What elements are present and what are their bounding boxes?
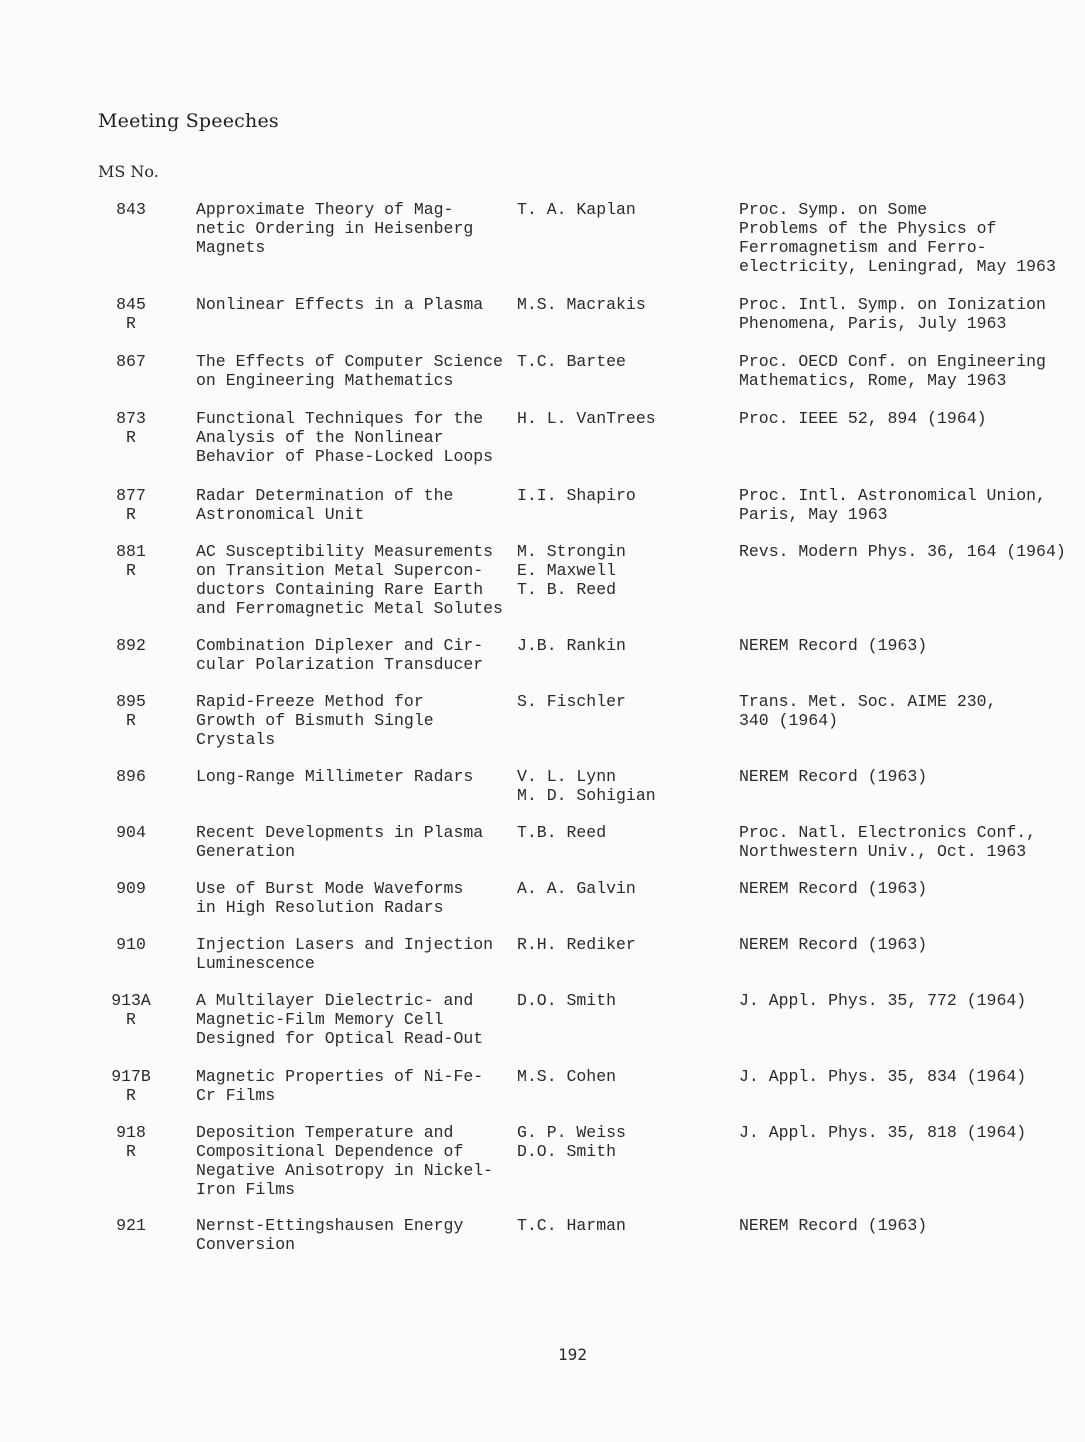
speech-title-line: Crystals xyxy=(196,730,276,749)
ms-number-line: 845 xyxy=(116,295,146,314)
ms-number-line: 910 xyxy=(116,935,146,954)
speech-title xyxy=(196,352,516,390)
speech-title xyxy=(196,636,516,674)
speech-authors xyxy=(517,692,727,711)
ms-number-line: 918 xyxy=(116,1123,146,1142)
speech-authors xyxy=(517,879,727,898)
speech-title-line: netic Ordering in Heisenberg xyxy=(196,219,474,238)
publication-reference-line: NEREM Record (1963) xyxy=(739,935,928,954)
speech-title-line: Analysis of the Nonlinear xyxy=(196,428,444,447)
publication-reference-line: NEREM Record (1963) xyxy=(739,767,928,786)
speech-title-line: Recent Developments in Plasma xyxy=(196,823,484,842)
speech-authors-line: T.C. Bartee xyxy=(517,352,626,371)
speech-authors-line: M. D. Sohigian xyxy=(517,786,656,805)
ms-number-line: R xyxy=(126,505,136,524)
ms-number xyxy=(96,486,166,524)
speech-title xyxy=(196,823,516,861)
speech-title-line: Conversion xyxy=(196,1235,296,1254)
speech-authors-line: M.S. Cohen xyxy=(517,1067,617,1086)
publication-reference xyxy=(739,1216,1079,1235)
ms-number-line: R xyxy=(126,1010,136,1029)
ms-number-line: R xyxy=(126,428,136,447)
ms-number xyxy=(96,991,166,1029)
publication-reference-line: Proc. OECD Conf. on Engineering xyxy=(739,352,1046,371)
ms-number xyxy=(96,1216,166,1235)
ms-number-line: R xyxy=(126,1086,136,1105)
speech-title-line: on Engineering Mathematics xyxy=(196,371,454,390)
ms-number xyxy=(96,823,166,842)
publication-reference-line: Mathematics, Rome, May 1963 xyxy=(739,371,1007,390)
section-title: Meeting Speeches xyxy=(98,110,279,132)
speech-title xyxy=(196,692,516,749)
publication-reference-line: NEREM Record (1963) xyxy=(739,879,928,898)
speech-title-line: Combination Diplexer and Cir- xyxy=(196,636,484,655)
speech-authors-line: I.I. Shapiro xyxy=(517,486,636,505)
ms-number-line: 896 xyxy=(116,767,146,786)
ms-number-line: 873 xyxy=(116,409,146,428)
speech-authors-line: M. Strongin xyxy=(517,542,626,561)
speech-authors xyxy=(517,823,727,842)
publication-reference-line: Proc. Natl. Electronics Conf., xyxy=(739,823,1037,842)
speech-authors-line: G. P. Weiss xyxy=(517,1123,626,1142)
ms-number xyxy=(96,636,166,655)
publication-reference-line: Proc. Intl. Symp. on Ionization xyxy=(739,295,1046,314)
ms-number xyxy=(96,352,166,371)
publication-reference-line: Problems of the Physics of xyxy=(739,219,997,238)
speech-title-line: Negative Anisotropy in Nickel- xyxy=(196,1161,494,1180)
publication-reference-line: Northwestern Univ., Oct. 1963 xyxy=(739,842,1027,861)
ms-number xyxy=(96,1067,166,1105)
speech-authors-line: T. B. Reed xyxy=(517,580,617,599)
publication-reference xyxy=(739,692,1079,730)
ms-number-line: 881 xyxy=(116,542,146,561)
speech-title-line: Magnets xyxy=(196,238,266,257)
ms-number-line: 877 xyxy=(116,486,146,505)
speech-title xyxy=(196,1067,516,1105)
speech-title-line: Magnetic Properties of Ni-Fe- xyxy=(196,1067,484,1086)
speech-authors-line: J.B. Rankin xyxy=(517,636,626,655)
ms-number-line: 909 xyxy=(116,879,146,898)
speech-title-line: Luminescence xyxy=(196,954,315,973)
ms-number xyxy=(96,935,166,954)
publication-reference-line: Proc. IEEE 52, 894 (1964) xyxy=(739,409,987,428)
speech-authors xyxy=(517,1067,727,1086)
speech-title-line: Iron Films xyxy=(196,1180,296,1199)
publication-reference-line: Proc. Intl. Astronomical Union, xyxy=(739,486,1046,505)
ms-number-line: 843 xyxy=(116,200,146,219)
publication-reference xyxy=(739,1123,1079,1142)
speech-title-line: ductors Containing Rare Earth xyxy=(196,580,484,599)
speech-title xyxy=(196,935,516,973)
speech-title-line: Rapid-Freeze Method for xyxy=(196,692,424,711)
ms-number-line: 917B xyxy=(111,1067,151,1086)
speech-title xyxy=(196,767,516,786)
publication-reference xyxy=(739,352,1079,390)
publication-reference-line: Ferromagnetism and Ferro- xyxy=(739,238,987,257)
publication-reference xyxy=(739,1067,1079,1086)
publication-reference xyxy=(739,486,1079,524)
speech-authors-line: T. A. Kaplan xyxy=(517,200,636,219)
speech-title-line: A Multilayer Dielectric- and xyxy=(196,991,474,1010)
speech-authors-line: H. L. VanTrees xyxy=(517,409,656,428)
ms-number xyxy=(96,767,166,786)
speech-authors xyxy=(517,991,727,1010)
speech-authors-line: V. L. Lynn xyxy=(517,767,617,786)
speech-title-line: Generation xyxy=(196,842,296,861)
speech-title-line: Injection Lasers and Injection xyxy=(196,935,494,954)
speech-authors xyxy=(517,542,727,599)
speech-authors xyxy=(517,935,727,954)
column-header-ms-no: MS No. xyxy=(98,162,159,181)
speech-title-line: Designed for Optical Read-Out xyxy=(196,1029,484,1048)
speech-authors xyxy=(517,767,727,805)
publication-reference-line: J. Appl. Phys. 35, 772 (1964) xyxy=(739,991,1027,1010)
speech-title xyxy=(196,200,516,257)
speech-title-line: Magnetic-Film Memory Cell xyxy=(196,1010,444,1029)
speech-title-line: on Transition Metal Supercon- xyxy=(196,561,484,580)
page-number: 192 xyxy=(558,1345,587,1364)
publication-reference-line: 340 (1964) xyxy=(739,711,839,730)
speech-title-line: Long-Range Millimeter Radars xyxy=(196,767,474,786)
ms-number-line: 904 xyxy=(116,823,146,842)
publication-reference-line: Revs. Modern Phys. 36, 164 (1964) xyxy=(739,542,1066,561)
publication-reference xyxy=(739,991,1079,1010)
speech-title-line: cular Polarization Transducer xyxy=(196,655,484,674)
ms-number-line: 867 xyxy=(116,352,146,371)
ms-number-line: 921 xyxy=(116,1216,146,1235)
ms-number-line: R xyxy=(126,561,136,580)
speech-title xyxy=(196,1123,516,1199)
publication-reference xyxy=(739,823,1079,861)
ms-number-line: 892 xyxy=(116,636,146,655)
speech-title-line: Radar Determination of the xyxy=(196,486,454,505)
speech-title-line: Behavior of Phase-Locked Loops xyxy=(196,447,494,466)
publication-reference-line: J. Appl. Phys. 35, 818 (1964) xyxy=(739,1123,1027,1142)
ms-number-line: R xyxy=(126,1142,136,1161)
ms-number-line: R xyxy=(126,314,136,333)
publication-reference-line: electricity, Leningrad, May 1963 xyxy=(739,257,1056,276)
publication-reference-line: Trans. Met. Soc. AIME 230, xyxy=(739,692,997,711)
speech-title xyxy=(196,409,516,466)
speech-authors-line: A. A. Galvin xyxy=(517,879,636,898)
speech-authors-line: R.H. Rediker xyxy=(517,935,636,954)
speech-title-line: Use of Burst Mode Waveforms xyxy=(196,879,464,898)
publication-reference-line: NEREM Record (1963) xyxy=(739,1216,928,1235)
speech-title-line: Growth of Bismuth Single xyxy=(196,711,434,730)
speech-title-line: Compositional Dependence of xyxy=(196,1142,464,1161)
publication-reference xyxy=(739,295,1079,333)
speech-title-line: and Ferromagnetic Metal Solutes xyxy=(196,599,503,618)
speech-authors xyxy=(517,1216,727,1235)
ms-number xyxy=(96,879,166,898)
speech-authors-line: M.S. Macrakis xyxy=(517,295,646,314)
speech-title xyxy=(196,295,516,314)
publication-reference xyxy=(739,200,1079,276)
publication-reference-line: NEREM Record (1963) xyxy=(739,636,928,655)
publication-reference xyxy=(739,409,1079,428)
speech-authors xyxy=(517,352,727,371)
ms-number xyxy=(96,295,166,333)
speech-authors xyxy=(517,1123,727,1161)
ms-number-line: 895 xyxy=(116,692,146,711)
speech-title-line: Cr Films xyxy=(196,1086,276,1105)
speech-authors-line: D.O. Smith xyxy=(517,991,617,1010)
speech-authors xyxy=(517,636,727,655)
speech-title-line: Deposition Temperature and xyxy=(196,1123,454,1142)
speech-title xyxy=(196,542,516,618)
speech-title-line: AC Susceptibility Measurements xyxy=(196,542,494,561)
speech-authors-line: T.C. Harman xyxy=(517,1216,626,1235)
ms-number-line: 913A xyxy=(111,991,151,1010)
speech-authors xyxy=(517,409,727,428)
speech-title-line: Nernst-Ettingshausen Energy xyxy=(196,1216,464,1235)
speech-authors-line: E. Maxwell xyxy=(517,561,617,580)
speech-title-line: Nonlinear Effects in a Plasma xyxy=(196,295,484,314)
ms-number xyxy=(96,692,166,730)
publication-reference-line: Phenomena, Paris, July 1963 xyxy=(739,314,1007,333)
publication-reference xyxy=(739,935,1079,954)
publication-reference xyxy=(739,767,1079,786)
publication-reference-line: J. Appl. Phys. 35, 834 (1964) xyxy=(739,1067,1027,1086)
speech-title-line: Functional Techniques for the xyxy=(196,409,484,428)
speech-title xyxy=(196,991,516,1048)
speech-title-line: in High Resolution Radars xyxy=(196,898,444,917)
ms-number-line: R xyxy=(126,711,136,730)
speech-title-line: Approximate Theory of Mag- xyxy=(196,200,454,219)
speech-title xyxy=(196,879,516,917)
ms-number xyxy=(96,542,166,580)
speech-authors-line: D.O. Smith xyxy=(517,1142,617,1161)
speech-title-line: The Effects of Computer Science xyxy=(196,352,503,371)
publication-reference xyxy=(739,542,1079,561)
speech-authors xyxy=(517,486,727,505)
publication-reference-line: Proc. Symp. on Some xyxy=(739,200,928,219)
publication-reference xyxy=(739,879,1079,898)
speech-title-line: Astronomical Unit xyxy=(196,505,365,524)
publication-reference-line: Paris, May 1963 xyxy=(739,505,888,524)
speech-authors-line: T.B. Reed xyxy=(517,823,607,842)
speech-authors xyxy=(517,200,727,219)
speech-title xyxy=(196,1216,516,1254)
ms-number xyxy=(96,200,166,219)
speech-title xyxy=(196,486,516,524)
speech-authors-line: S. Fischler xyxy=(517,692,626,711)
publication-reference xyxy=(739,636,1079,655)
ms-number xyxy=(96,1123,166,1161)
ms-number xyxy=(96,409,166,447)
speech-authors xyxy=(517,295,727,314)
